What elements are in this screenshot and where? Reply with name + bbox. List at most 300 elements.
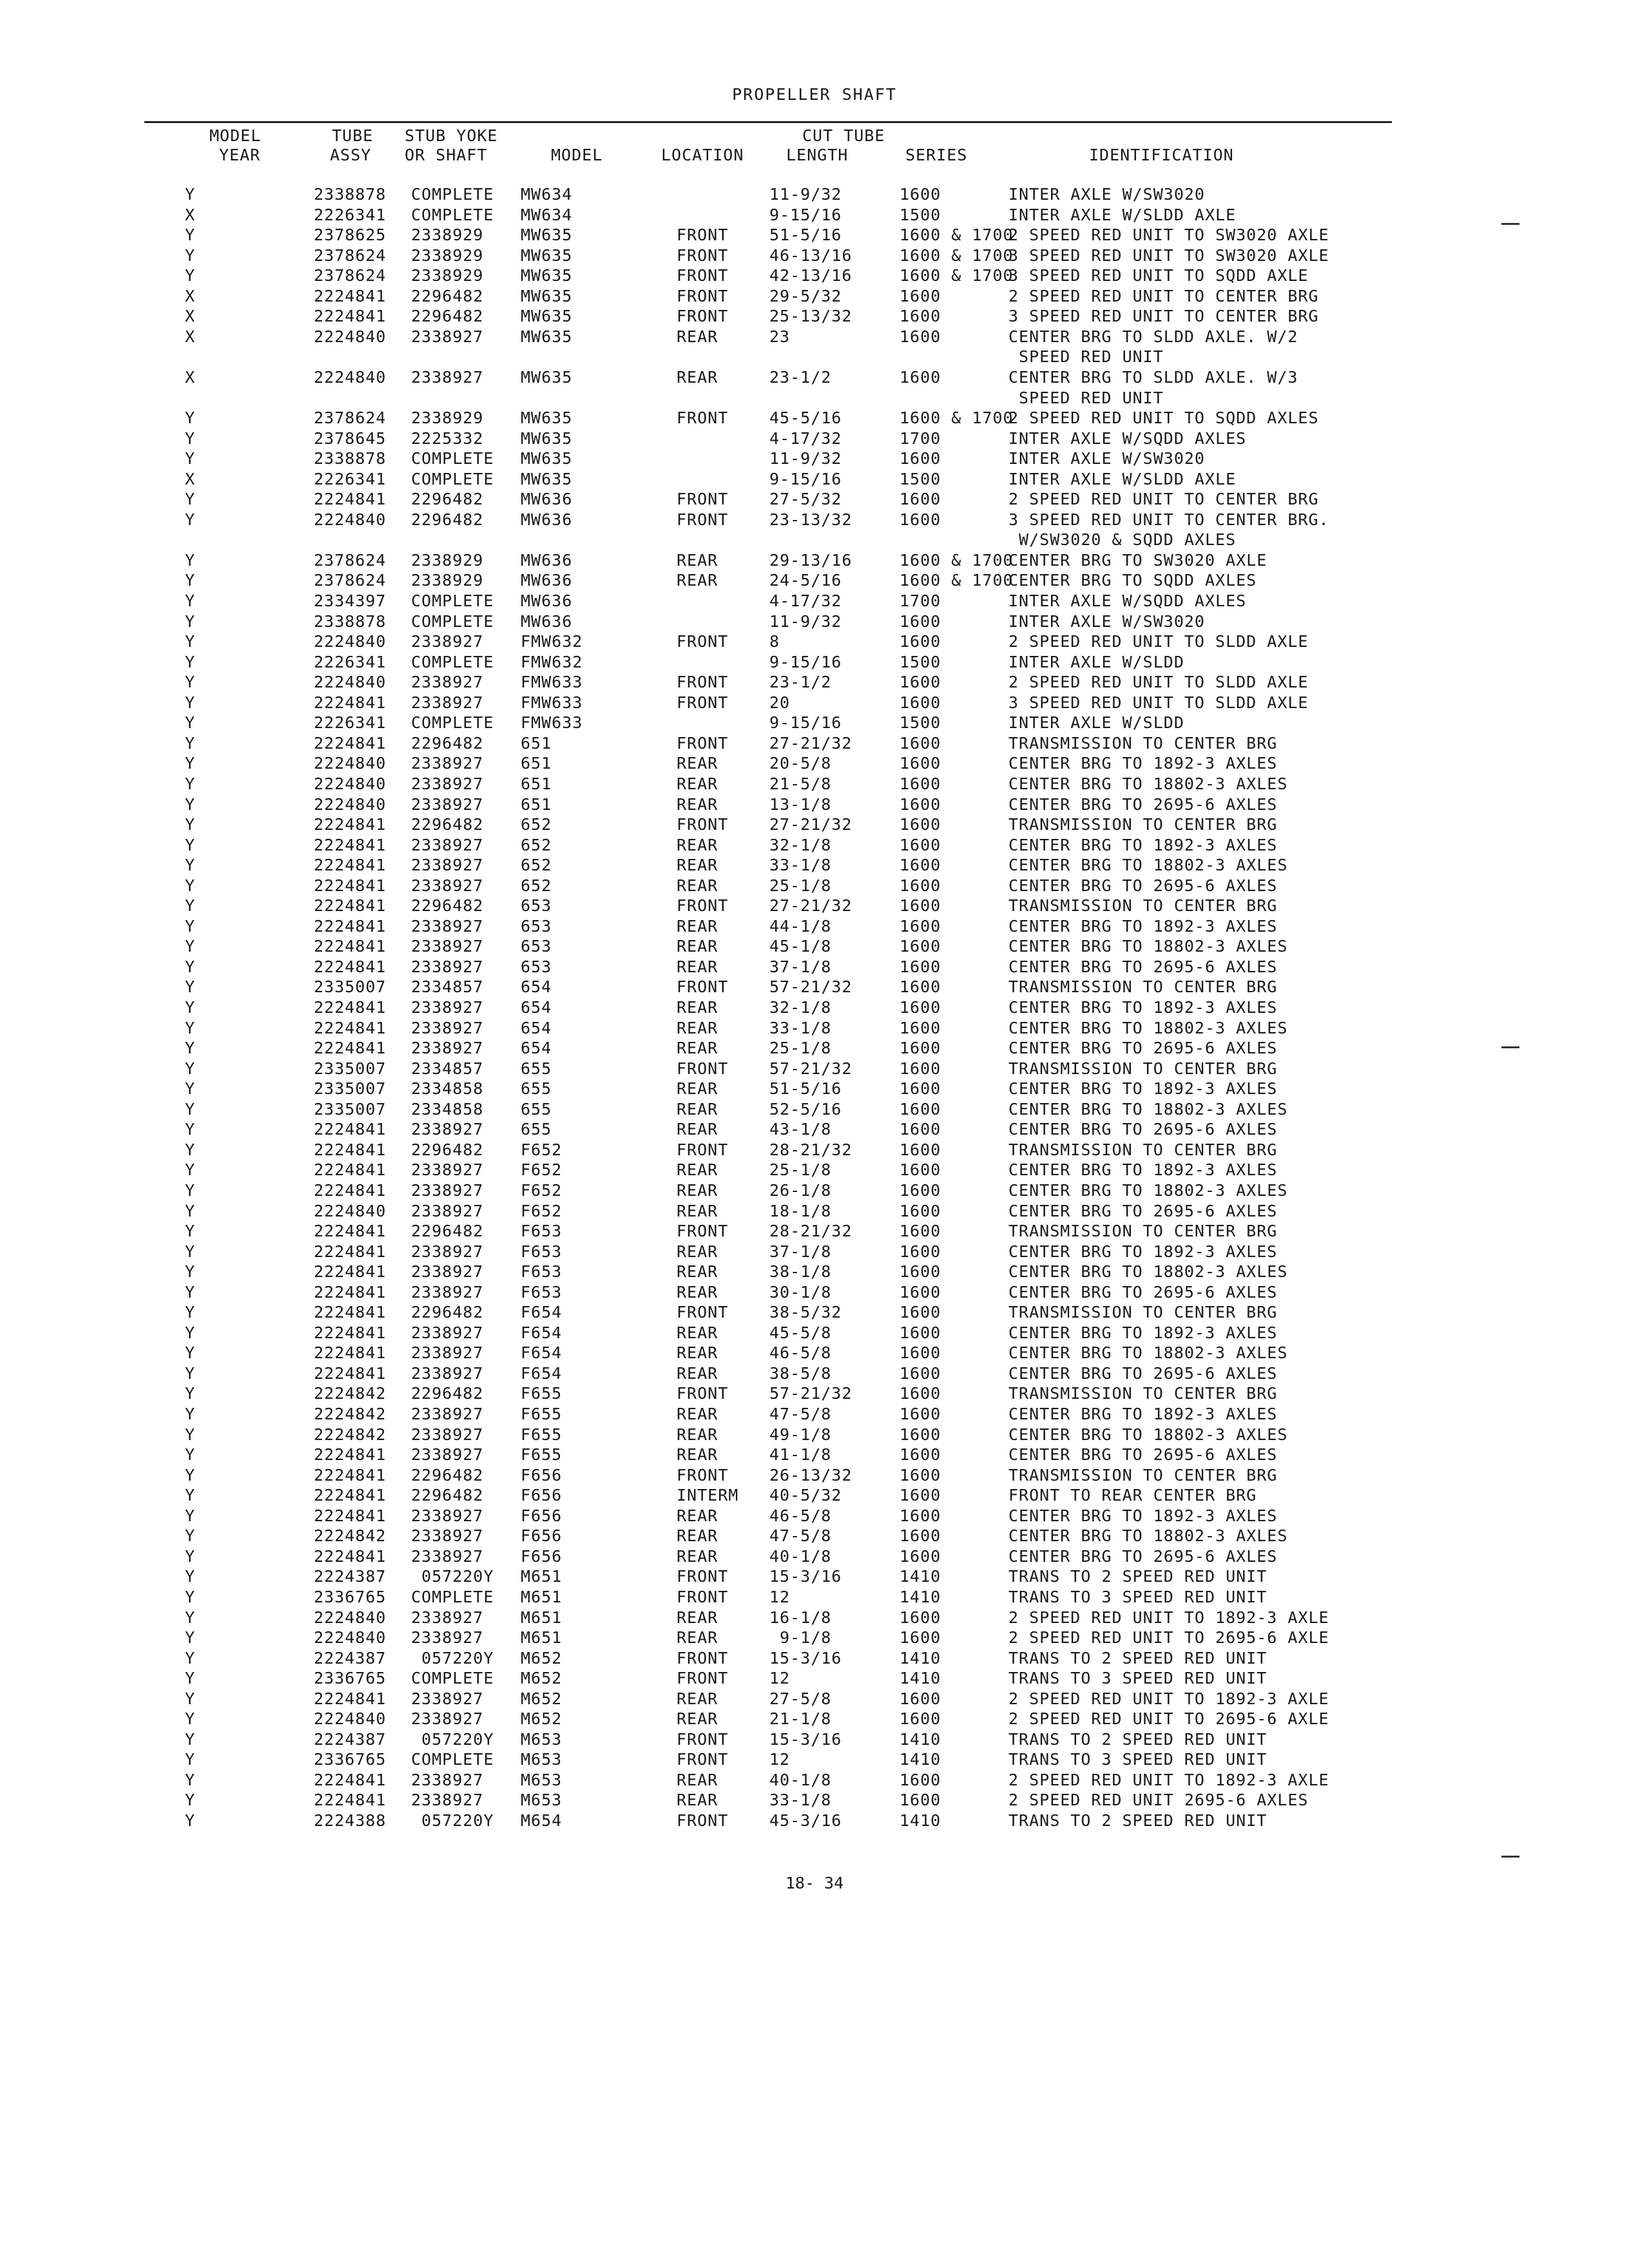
- cell-identification: TRANS TO 2 SPEED RED UNIT: [1008, 1648, 1268, 1667]
- cell-series: 1410: [900, 1567, 941, 1586]
- cell-cut-tube-length: 45-5/16: [769, 408, 842, 428]
- cell-series: 1600: [900, 1039, 941, 1058]
- cell-location: REAR: [677, 1039, 718, 1058]
- cell-series: 1600: [900, 1303, 941, 1322]
- cell-identification: 2 SPEED RED UNIT TO SLDD AXLE: [1008, 673, 1309, 692]
- cell-model-year: Y: [185, 1669, 196, 1688]
- cell-tube-assy: 2224841: [314, 1506, 387, 1525]
- cell-model: MW635: [521, 266, 573, 285]
- cell-cut-tube-length: 40-1/8: [769, 1770, 832, 1789]
- table-row: [0, 1303, 1629, 1323]
- cell-tube-assy: 2224841: [314, 1791, 387, 1810]
- cell-series: 1600: [900, 1770, 941, 1789]
- cell-cut-tube-length: 23-1/2: [769, 367, 832, 387]
- cell-model: MW636: [521, 591, 573, 610]
- cell-cut-tube-length: 4-17/32: [769, 428, 842, 448]
- cell-series: 1600: [900, 1242, 941, 1261]
- table-row: [0, 490, 1629, 510]
- cell-model: MW635: [521, 428, 573, 448]
- cell-tube-assy: 2224840: [314, 510, 387, 529]
- cell-series: 1600: [900, 835, 941, 854]
- cell-model-year: Y: [185, 652, 196, 671]
- cell-series: 1600: [900, 1343, 941, 1363]
- cell-stub-yoke: 2338927: [411, 367, 484, 387]
- cell-identification: CENTER BRG TO 2695-6 AXLES: [1008, 876, 1278, 895]
- cell-identification: SPEED RED UNIT: [1008, 347, 1164, 367]
- cell-model-year: Y: [185, 1099, 196, 1119]
- cell-series: 1600: [900, 1384, 941, 1403]
- cell-model: MW635: [521, 327, 573, 346]
- cell-series: 1600: [900, 510, 941, 529]
- cell-tube-assy: 2334397: [314, 591, 387, 610]
- cell-identification: CENTER BRG TO SW3020 AXLE: [1008, 550, 1268, 570]
- cell-cut-tube-length: 45-5/8: [769, 1323, 832, 1342]
- cell-stub-yoke: 2338927: [411, 1770, 484, 1789]
- cell-model: 652: [521, 856, 552, 875]
- cell-stub-yoke: 2338927: [411, 1628, 484, 1648]
- cell-model: F654: [521, 1343, 563, 1363]
- cell-identification: TRANSMISSION TO CENTER BRG: [1008, 1465, 1278, 1485]
- cell-tube-assy: 2378624: [314, 571, 387, 590]
- cell-series: 1600: [900, 1526, 941, 1546]
- cell-model-year: Y: [185, 1567, 196, 1586]
- cell-model: MW635: [521, 449, 573, 468]
- cell-model-year: Y: [185, 591, 196, 610]
- cell-location: FRONT: [677, 632, 729, 651]
- cell-identification: CENTER BRG TO 1892-3 AXLES: [1008, 1323, 1278, 1342]
- table-row: [0, 673, 1629, 693]
- cell-model-year: Y: [185, 1445, 196, 1465]
- cell-series: 1410: [900, 1587, 941, 1606]
- cell-series: 1600: [900, 1445, 941, 1465]
- cell-stub-yoke: COMPLETE: [411, 591, 494, 610]
- cell-model: 655: [521, 1120, 552, 1139]
- cell-series: 1600: [900, 977, 941, 997]
- cell-series: 1600: [900, 1099, 941, 1119]
- cell-cut-tube-length: 26-1/8: [769, 1180, 832, 1200]
- table-row: [0, 1039, 1629, 1059]
- table-row: [0, 1160, 1629, 1180]
- cell-cut-tube-length: 38-5/32: [769, 1303, 842, 1322]
- cell-model: MW634: [521, 205, 573, 224]
- cell-tube-assy: 2224840: [314, 774, 387, 793]
- cell-stub-yoke: 2338927: [411, 1791, 484, 1810]
- cell-model-year: Y: [185, 1791, 196, 1810]
- table-row: [0, 836, 1629, 856]
- cell-model: 652: [521, 876, 552, 895]
- cell-identification: CENTER BRG TO 18802-3 AXLES: [1008, 1343, 1288, 1363]
- cell-identification: INTER AXLE W/SLDD AXLE: [1008, 205, 1237, 224]
- cell-location: REAR: [677, 327, 718, 346]
- cell-series: 1600: [900, 1465, 941, 1485]
- cell-stub-yoke: 2338927: [411, 693, 484, 712]
- cell-identification: CENTER BRG TO 18802-3 AXLES: [1008, 1262, 1288, 1282]
- cell-tube-assy: 2338878: [314, 449, 387, 468]
- cell-model: F654: [521, 1363, 563, 1383]
- cell-tube-assy: 2224841: [314, 733, 387, 753]
- cell-model: MW636: [521, 510, 573, 529]
- cell-identification: INTER AXLE W/SW3020: [1008, 449, 1205, 468]
- cell-stub-yoke: 2225332: [411, 428, 484, 448]
- cell-cut-tube-length: 45-1/8: [769, 937, 832, 956]
- header-location: LOCATION: [661, 146, 744, 164]
- cell-stub-yoke: 2338927: [411, 998, 484, 1017]
- cell-location: FRONT: [677, 1303, 729, 1322]
- header-tube-2: ASSY: [330, 146, 372, 164]
- cell-stub-yoke: 2338927: [411, 1445, 484, 1465]
- cell-location: REAR: [677, 1445, 718, 1465]
- cell-model-year: Y: [185, 1506, 196, 1525]
- cell-cut-tube-length: 15-3/16: [769, 1729, 842, 1749]
- cell-tube-assy: 2224840: [314, 632, 387, 651]
- cell-series: 1600 & 1700: [900, 245, 1014, 265]
- cell-location: REAR: [677, 1323, 718, 1342]
- cell-cut-tube-length: 32-1/8: [769, 998, 832, 1017]
- cell-model-year: Y: [185, 1608, 196, 1627]
- cell-stub-yoke: 2338929: [411, 408, 484, 428]
- table-row: [0, 632, 1629, 652]
- cell-model-year: Y: [185, 977, 196, 997]
- cell-stub-yoke: 2334858: [411, 1099, 484, 1119]
- cell-tube-assy: 2224841: [314, 1465, 387, 1485]
- cell-identification: TRANSMISSION TO CENTER BRG: [1008, 1059, 1278, 1078]
- cell-tube-assy: 2224842: [314, 1526, 387, 1546]
- cell-model: F652: [521, 1201, 563, 1220]
- table-row: [0, 815, 1629, 835]
- cell-series: 1600: [900, 1425, 941, 1444]
- cell-location: REAR: [677, 998, 718, 1017]
- cell-location: FRONT: [677, 286, 729, 305]
- cell-tube-assy: 2224840: [314, 327, 387, 346]
- cell-model: F656: [521, 1546, 563, 1566]
- cell-cut-tube-length: 20: [769, 693, 791, 712]
- cell-cut-tube-length: 57-21/32: [769, 1384, 853, 1403]
- cell-cut-tube-length: 8: [769, 632, 780, 651]
- cell-stub-yoke: COMPLETE: [411, 713, 494, 733]
- cell-model: 651: [521, 794, 552, 814]
- header-tube-1: TUBE: [332, 126, 374, 145]
- cell-location: FRONT: [677, 673, 729, 692]
- cell-model: FMW633: [521, 673, 583, 692]
- cell-identification: 3 SPEED RED UNIT TO SLDD AXLE: [1008, 693, 1309, 712]
- cell-series: 1600: [900, 1180, 941, 1200]
- cell-stub-yoke: COMPLETE: [411, 205, 494, 224]
- header-rule: [144, 121, 1392, 123]
- cell-stub-yoke: 2338929: [411, 550, 484, 570]
- table-row: [0, 1669, 1629, 1689]
- cell-identification: INTER AXLE W/SLDD AXLE: [1008, 469, 1237, 488]
- cell-series: 1600 & 1700: [900, 226, 1014, 245]
- cell-location: REAR: [677, 1608, 718, 1627]
- cell-series: 1600: [900, 1628, 941, 1648]
- cell-stub-yoke: 2338929: [411, 571, 484, 590]
- cell-location: REAR: [677, 1546, 718, 1566]
- margin-mark: [1501, 223, 1519, 225]
- cell-model-year: Y: [185, 1425, 196, 1444]
- table-row: [0, 896, 1629, 916]
- cell-cut-tube-length: 24-5/16: [769, 571, 842, 590]
- cell-model: M651: [521, 1608, 563, 1627]
- cell-model: MW636: [521, 550, 573, 570]
- cell-cut-tube-length: 25-1/8: [769, 876, 832, 895]
- cell-model: MW634: [521, 185, 573, 204]
- cell-stub-yoke: 2296482: [411, 307, 484, 326]
- cell-identification: CENTER BRG TO 1892-3 AXLES: [1008, 754, 1278, 773]
- cell-cut-tube-length: 40-5/32: [769, 1486, 842, 1505]
- cell-location: FRONT: [677, 1222, 729, 1241]
- cell-identification: TRANS TO 2 SPEED RED UNIT: [1008, 1729, 1268, 1749]
- table-row: [0, 1343, 1629, 1363]
- cell-identification: CENTER BRG TO 1892-3 AXLES: [1008, 998, 1278, 1017]
- cell-identification: INTER AXLE W/SLDD: [1008, 652, 1184, 671]
- cell-identification: 2 SPEED RED UNIT 2695-6 AXLES: [1008, 1791, 1309, 1810]
- cell-series: 1500: [900, 469, 941, 488]
- cell-model-year: Y: [185, 1059, 196, 1078]
- table-row: [0, 1262, 1629, 1282]
- cell-identification: SPEED RED UNIT: [1008, 388, 1164, 407]
- cell-cut-tube-length: 33-1/8: [769, 856, 832, 875]
- cell-model-year: Y: [185, 1363, 196, 1383]
- cell-series: 1600: [900, 876, 941, 895]
- table-row: [0, 591, 1629, 611]
- cell-series: 1600: [900, 896, 941, 916]
- table-row: [0, 510, 1629, 530]
- cell-cut-tube-length: 9-15/16: [769, 713, 842, 733]
- cell-stub-yoke: 2338927: [411, 1180, 484, 1200]
- table-row: [0, 795, 1629, 815]
- cell-series: 1700: [900, 591, 941, 610]
- cell-series: 1600: [900, 1608, 941, 1627]
- cell-series: 1500: [900, 713, 941, 733]
- cell-location: REAR: [677, 1180, 718, 1200]
- cell-model: 654: [521, 1039, 552, 1058]
- cell-cut-tube-length: 12: [769, 1587, 791, 1606]
- cell-model: MW635: [521, 245, 573, 265]
- cell-tube-assy: 2336765: [314, 1669, 387, 1688]
- cell-tube-assy: 2224841: [314, 1039, 387, 1058]
- cell-model-year: X: [185, 205, 196, 224]
- cell-model-year: Y: [185, 896, 196, 916]
- cell-location: REAR: [677, 1709, 718, 1729]
- cell-series: 1410: [900, 1648, 941, 1667]
- cell-model: MW635: [521, 367, 573, 387]
- cell-series: 1600: [900, 1201, 941, 1220]
- cell-series: 1600: [900, 1160, 941, 1180]
- cell-model-year: Y: [185, 226, 196, 245]
- cell-identification: CENTER BRG TO 1892-3 AXLES: [1008, 1405, 1278, 1423]
- cell-cut-tube-length: 16-1/8: [769, 1608, 832, 1627]
- cell-cut-tube-length: 11-9/32: [769, 611, 842, 631]
- margin-mark: [1501, 1856, 1519, 1858]
- cell-stub-yoke: 2334858: [411, 1079, 484, 1099]
- cell-model-year: Y: [185, 693, 196, 712]
- cell-location: REAR: [677, 1160, 718, 1180]
- cell-tube-assy: 2224387: [314, 1648, 387, 1667]
- cell-model: M651: [521, 1567, 563, 1586]
- cell-identification: 2 SPEED RED UNIT TO 1892-3 AXLE: [1008, 1689, 1329, 1708]
- cell-model: 653: [521, 937, 552, 956]
- cell-tube-assy: 2226341: [314, 713, 387, 733]
- cell-stub-yoke: 2296482: [411, 1140, 484, 1159]
- cell-tube-assy: 2224841: [314, 1546, 387, 1566]
- cell-tube-assy: 2338878: [314, 185, 387, 204]
- cell-model: F656: [521, 1526, 563, 1546]
- cell-model: M652: [521, 1689, 563, 1708]
- cell-tube-assy: 2224841: [314, 286, 387, 305]
- table-row: [0, 347, 1629, 367]
- table-row: [0, 1181, 1629, 1201]
- cell-series: 1410: [900, 1669, 941, 1688]
- cell-stub-yoke: 2338927: [411, 1709, 484, 1729]
- cell-location: REAR: [677, 1343, 718, 1363]
- cell-model-year: Y: [185, 266, 196, 285]
- cell-series: 1600: [900, 1262, 941, 1282]
- cell-cut-tube-length: 27-21/32: [769, 733, 853, 753]
- cell-identification: TRANS TO 2 SPEED RED UNIT: [1008, 1567, 1268, 1586]
- cell-cut-tube-length: 41-1/8: [769, 1445, 832, 1465]
- cell-location: REAR: [677, 876, 718, 895]
- cell-location: REAR: [677, 1791, 718, 1810]
- cell-model-year: X: [185, 469, 196, 488]
- cell-identification: CENTER BRG TO 1892-3 AXLES: [1008, 1506, 1278, 1525]
- cell-stub-yoke: 057220Y: [411, 1729, 494, 1749]
- table-row: [0, 1588, 1629, 1608]
- cell-model-year: Y: [185, 1709, 196, 1729]
- cell-location: REAR: [677, 367, 718, 387]
- table-row: [0, 876, 1629, 896]
- cell-cut-tube-length: 12: [769, 1669, 791, 1688]
- cell-series: 1600: [900, 1506, 941, 1525]
- cell-identification: INTER AXLE W/SW3020: [1008, 611, 1205, 631]
- cell-model-year: Y: [185, 1180, 196, 1200]
- cell-series: 1600: [900, 632, 941, 651]
- cell-stub-yoke: 2296482: [411, 1486, 484, 1505]
- cell-cut-tube-length: 23: [769, 327, 791, 346]
- cell-stub-yoke: 2296482: [411, 286, 484, 305]
- cell-model-year: Y: [185, 856, 196, 875]
- cell-location: INTERM: [677, 1486, 739, 1505]
- header-identification: IDENTIFICATION: [1089, 146, 1234, 164]
- cell-cut-tube-length: 20-5/8: [769, 754, 832, 773]
- cell-location: FRONT: [677, 226, 729, 245]
- cell-location: FRONT: [677, 1648, 729, 1667]
- cell-series: 1500: [900, 205, 941, 224]
- cell-cut-tube-length: 15-3/16: [769, 1648, 842, 1667]
- cell-stub-yoke: 2338927: [411, 327, 484, 346]
- cell-tube-assy: 2224841: [314, 1222, 387, 1241]
- cell-model-year: Y: [185, 835, 196, 854]
- cell-cut-tube-length: 9-1/8: [769, 1628, 832, 1648]
- header-cut-tube-1: CUT TUBE: [802, 126, 885, 145]
- cell-tube-assy: 2336765: [314, 1587, 387, 1606]
- cell-cut-tube-length: 45-3/16: [769, 1811, 842, 1830]
- table-row: [0, 774, 1629, 794]
- cell-identification: TRANSMISSION TO CENTER BRG: [1008, 1222, 1278, 1241]
- cell-stub-yoke: 2296482: [411, 1222, 484, 1241]
- cell-identification: CENTER BRG TO 18802-3 AXLES: [1008, 937, 1288, 956]
- cell-tube-assy: 2224841: [314, 693, 387, 712]
- cell-series: 1410: [900, 1729, 941, 1749]
- cell-series: 1600 & 1700: [900, 550, 1014, 570]
- cell-model-year: Y: [185, 1546, 196, 1566]
- cell-stub-yoke: 2338927: [411, 1608, 484, 1627]
- table-row: [0, 185, 1629, 205]
- cell-location: REAR: [677, 1770, 718, 1789]
- cell-location: REAR: [677, 1099, 718, 1119]
- cell-identification: CENTER BRG TO 18802-3 AXLES: [1008, 1526, 1288, 1546]
- cell-stub-yoke: 2338927: [411, 835, 484, 854]
- cell-model: F655: [521, 1384, 563, 1403]
- cell-series: 1410: [900, 1811, 941, 1830]
- cell-series: 1600: [900, 754, 941, 773]
- cell-series: 1600: [900, 1120, 941, 1139]
- table-row: [0, 937, 1629, 957]
- cell-identification: CENTER BRG TO 1892-3 AXLES: [1008, 1242, 1278, 1261]
- cell-tube-assy: 2224840: [314, 1201, 387, 1220]
- cell-model: 652: [521, 835, 552, 854]
- cell-cut-tube-length: 42-13/16: [769, 266, 853, 285]
- cell-tube-assy: 2224841: [314, 937, 387, 956]
- cell-tube-assy: 2224841: [314, 856, 387, 875]
- cell-identification: CENTER BRG TO SQDD AXLES: [1008, 571, 1257, 590]
- cell-model-year: Y: [185, 571, 196, 590]
- table-row: [0, 368, 1629, 388]
- cell-tube-assy: 2224387: [314, 1729, 387, 1749]
- cell-location: FRONT: [677, 1384, 729, 1403]
- cell-model: F653: [521, 1262, 563, 1282]
- cell-stub-yoke: 2296482: [411, 490, 484, 509]
- cell-stub-yoke: 057220Y: [411, 1648, 494, 1667]
- cell-location: REAR: [677, 957, 718, 976]
- cell-model: 654: [521, 977, 552, 997]
- cell-stub-yoke: 2296482: [411, 510, 484, 529]
- table-row: [0, 1425, 1629, 1445]
- cell-tube-assy: 2224841: [314, 1343, 387, 1363]
- cell-stub-yoke: COMPLETE: [411, 469, 494, 488]
- cell-tube-assy: 2224841: [314, 896, 387, 916]
- cell-cut-tube-length: 12: [769, 1750, 791, 1769]
- cell-identification: CENTER BRG TO 2695-6 AXLES: [1008, 1201, 1278, 1220]
- table-row: [0, 1730, 1629, 1750]
- table-row: [0, 1771, 1629, 1791]
- cell-identification: CENTER BRG TO 18802-3 AXLES: [1008, 1425, 1288, 1444]
- cell-tube-assy: 2224841: [314, 490, 387, 509]
- cell-identification: CENTER BRG TO 18802-3 AXLES: [1008, 1018, 1288, 1037]
- cell-stub-yoke: 057220Y: [411, 1811, 494, 1830]
- cell-model: FMW632: [521, 632, 583, 651]
- cell-stub-yoke: 2296482: [411, 1465, 484, 1485]
- cell-model-year: Y: [185, 1242, 196, 1261]
- cell-location: REAR: [677, 1628, 718, 1648]
- cell-model: 654: [521, 998, 552, 1017]
- cell-identification: FRONT TO REAR CENTER BRG: [1008, 1486, 1257, 1505]
- table-row: [0, 1323, 1629, 1343]
- cell-model-year: Y: [185, 774, 196, 793]
- cell-model-year: Y: [185, 1405, 196, 1423]
- cell-model: MW635: [521, 286, 573, 305]
- cell-identification: W/SW3020 & SQDD AXLES: [1008, 530, 1237, 550]
- cell-stub-yoke: 2338927: [411, 937, 484, 956]
- cell-stub-yoke: 2296482: [411, 733, 484, 753]
- cell-series: 1600: [900, 916, 941, 936]
- cell-series: 1600: [900, 1709, 941, 1729]
- table-row: [0, 1202, 1629, 1222]
- table-row: [0, 530, 1629, 550]
- table-row: [0, 1445, 1629, 1465]
- cell-tube-assy: 2224842: [314, 1405, 387, 1423]
- cell-cut-tube-length: 23-13/32: [769, 510, 853, 529]
- cell-location: FRONT: [677, 977, 729, 997]
